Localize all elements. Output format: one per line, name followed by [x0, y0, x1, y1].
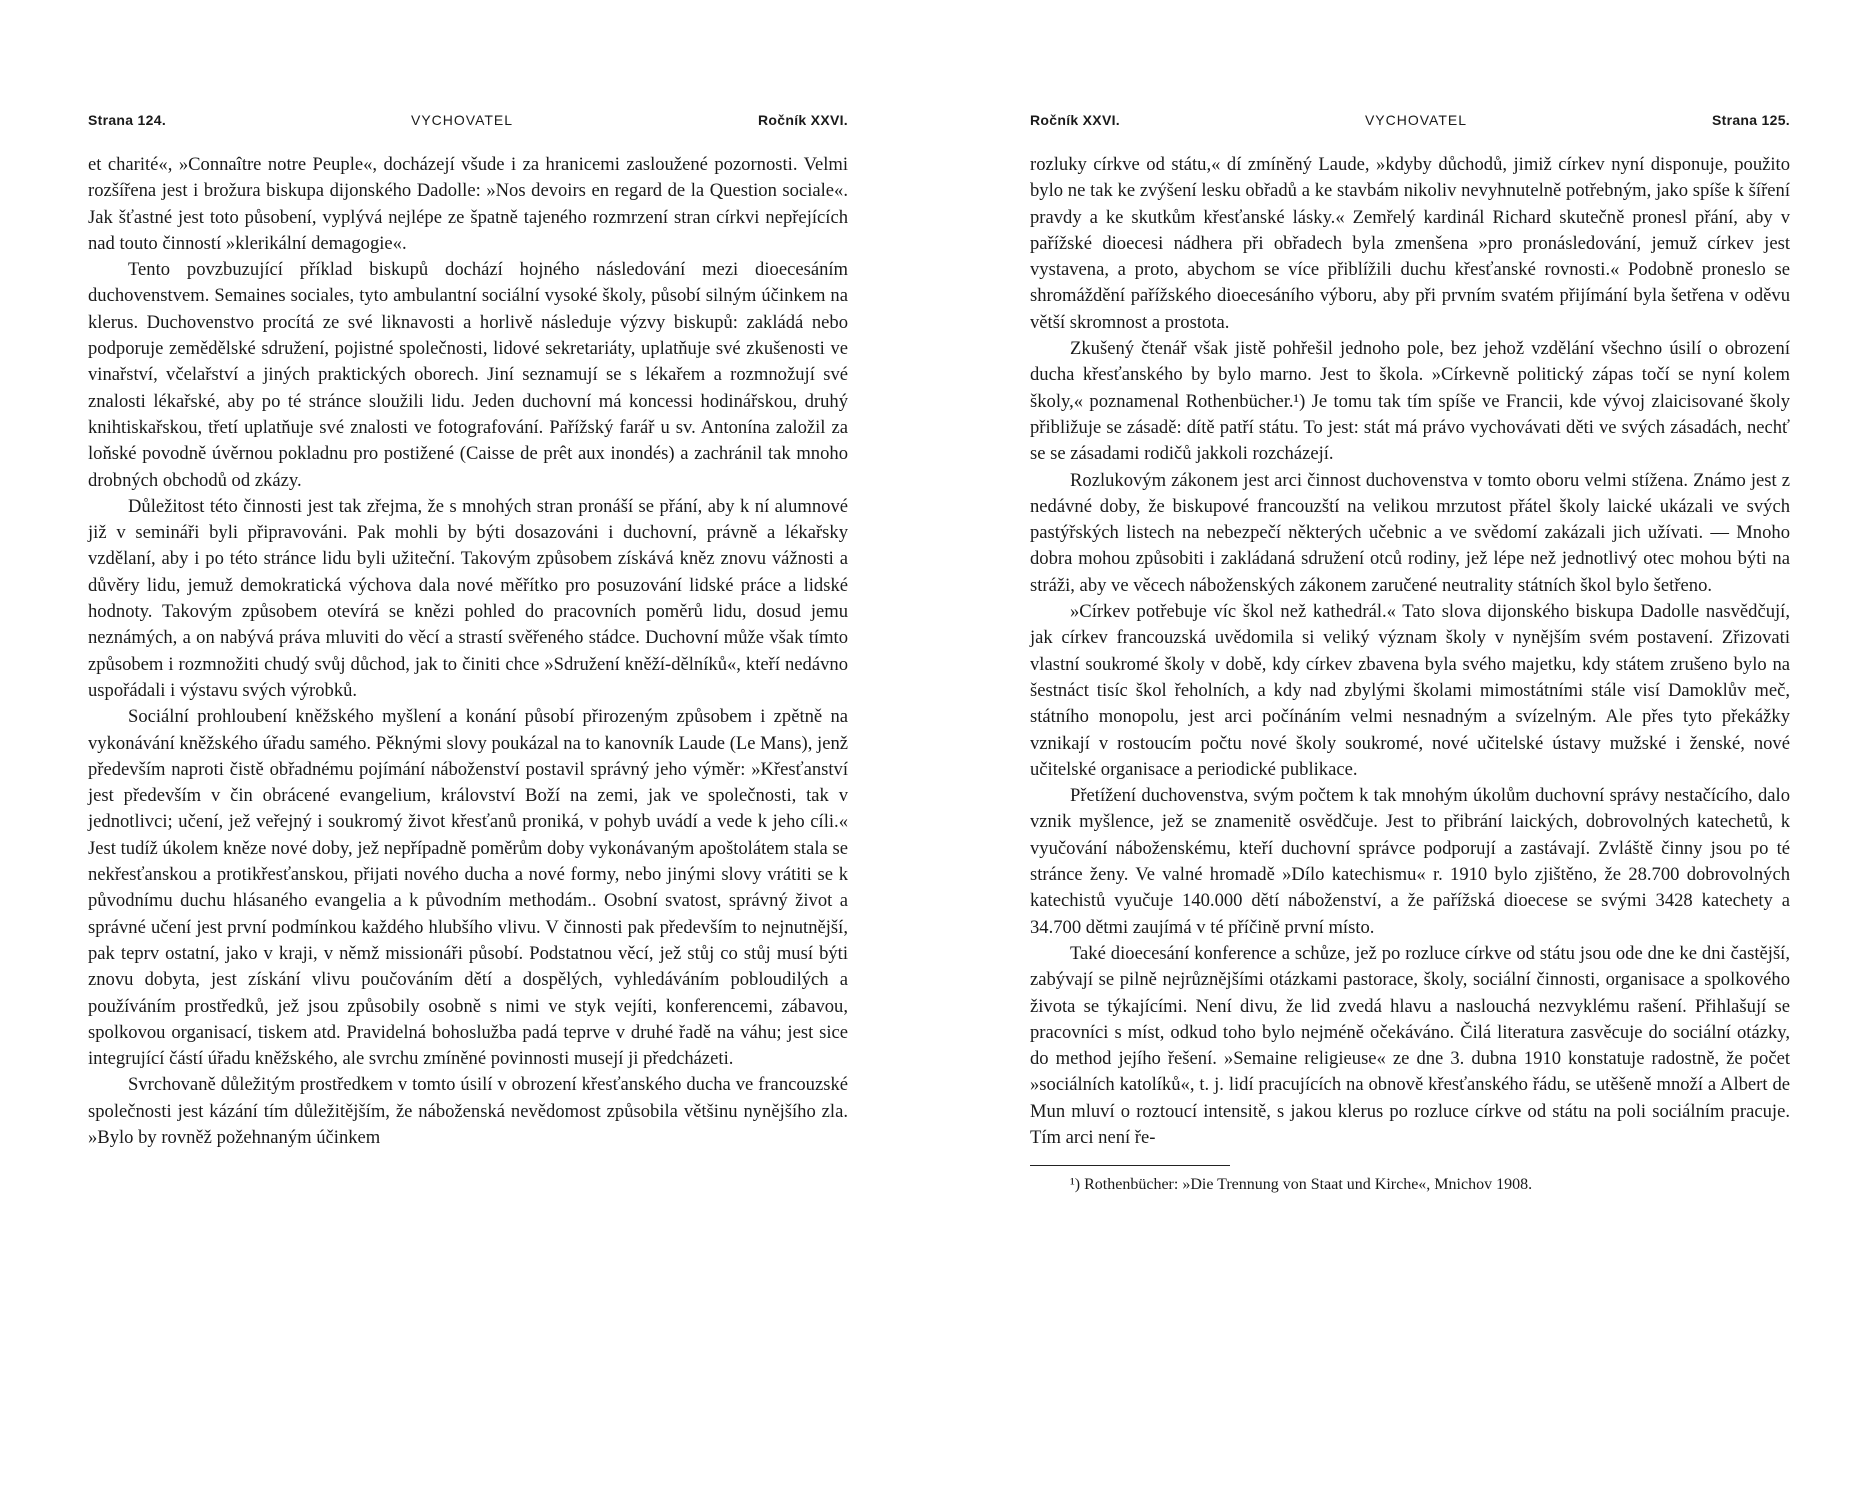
journal-title: VYCHOVATEL: [1364, 112, 1467, 128]
paragraph: Rozlukovým zákonem jest arci činnost duchovenstva v tomto oboru velmi stížena. Známo jest z nedávné doby, že biskupové francouzští na velikou mrzutost přátel školy laické ukázali ve svých pastýřských listech na nebezpečí některých učebnic a ve svědomí zakázali jich užívati. — Mnoho dobra mohou způsobiti i zakládaná sdružení otců rodiny, jež lépe než jednotlivý otec mohou býti na stráži, aby ve věcech náboženských zákonem zaručené neutrality státních škol bylo šetřeno.: [1030, 469, 1790, 596]
page-number: Strana 124.: [88, 112, 167, 128]
running-head-right: [1030, 112, 1790, 130]
paragraph: Zkušený čtenář však jistě pohřešil jednoho pole, bez jehož vzdělání všechno úsilí o obrození ducha křesťanského by bylo marno. Jest to škola. »Církevně politický zápas točí se nyní kolem školy,« poznamenal Rothenbücher.¹) Je tomu tak tím spíše ve Francii, kde vývoj zlaicisované školy přibližuje se zásadě: dítě patří státu. To jest: stát má právo vychovávati děti ve svých zásadách, nechť se se zásadami rodičů jakkoli rozcházejí.: [1030, 338, 1790, 465]
paragraph: Důležitost této činnosti jest tak zřejma, že s mnohých stran pronáší se přání, aby k ní alumnové již v semináři byli připravováni. Pak mohli by býti dosazováni i duchovní, právně a lékařsky vzdělaní, aby i po této stránce lidu byli užiteční. Takovým způsobem získává kněz znovu vážnosti a důvěry lidu, jemuž demokratická výchova dala nové měřítko pro posuzování lidské práce a lidské hodnoty. Takovým způsobem otevírá se knězi pohled do pracovních poměrů lidu, dosud jemu neznámých, a on nabývá práva mluviti do věcí a strastí svěřeného stádce. Duchovní může však tímto způsobem i rozmnožiti chudý svůj důchod, jak to činiti chce »Sdružení kněží-dělníků«, kteří nedávno uspořádali i výstavu svých výrobků.: [88, 495, 848, 701]
paragraph: Tento povzbuzující příklad biskupů dochází hojného následování mezi dioecesáním duchovenstvem. Semaines sociales, tyto ambulantní sociální vysoké školy, působí silným účinkem na klerus. Duchovenstvo procítá ze své liknavosti a horlivě následuje výzvy biskupů: zakládá nebo podporuje zemědělské sdružení, pojistné společnosti, lidové sekretariáty, uplatňuje své zkušenosti ve vinařství, včelařství a jiných praktických oborech. Jiní seznamují se s lékařem a rozmnožují své znalosti lékařské, aby po té stránce sloužili lidu. Jeden duchovní má koncessi hodinářskou, druhý knihtiskařskou, třetí uplatňuje své znalosti ve fotografování. Pařížský farář u sv. Antonína založil za loňské povodně úvěrnou pokladnu pro postižené (Caisse de prêt aux inondés) a zachránil tak mnoho drobných obchodů od zkázy.: [88, 259, 848, 491]
footnote-divider: [1030, 1165, 1230, 1166]
paragraph: et charité«, »Connaître notre Peuple«, docházejí všude i za hranicemi zasloužené pozornosti. Velmi rozšířena jest i brožura biskupa dijonského Dadolle: »Nos devoirs en regard de la Question sociale«. Jak šťastné jest toto působení, vyplývá nejlépe ze špatně tajeného rozmrzení stran církvi nepřejících nad touto činností »klerikální demagogie«.: [88, 154, 848, 254]
paragraph: Přetížení duchovenstva, svým počtem k tak mnohým úkolům duchovní správy nestačícího, dalo vznik myšlence, jež se znamenitě osvědčuje. Jest to přibrání laických, dobrovolných katechetů, k vyučování náboženskému, kteří duchovní správce podporují a zastávají. Zvláště činny jsou po té stránce ženy. Ve valné hromadě »Dílo katechismu« r. 1910 bylo zjištěno, že 28.700 dobrovolných katechistů vyučuje 140.000 dětí náboženství, a že pařížská dioecese se svými 3428 katechety a 34.700 dětmi zaujímá v té příčině první místo.: [1030, 785, 1790, 938]
footnote: ¹) Rothenbücher: »Die Trennung von Staat und Kirche«, Mnichov 1908.: [1070, 1176, 1533, 1194]
right-page-body: [1030, 152, 1790, 1151]
paragraph: Sociální prohloubení kněžského myšlení a konání působí přirozeným způsobem i zpětně na vykonávání kněžského úřadu samého. Pěknými slovy poukázal na to kanovník Laude (Le Mans), jenž především naproti čistě obřadnému pojímání náboženství postavil správný jeho výměr: »Křesťanství jest především v čin obrácené evangelium, království Boží na zemi, jak ve společnosti, tak v jednotlivci; učení, jež veřejný i soukromý život křesťanů proniká, v pohyb uvádí a vede k jeho cíli.« Jest tudíž úkolem kněze nové doby, jež nepřípadně poměrům doby vykonávaným apoštolátem stala se nekřesťanskou a protikřesťanskou, přijati nového ducha a nové formy, nebo jinými slovy vrátiti se k původnímu duchu hlásaného evangelia a k původním methodám.. Osobní svatost, správný život a správné učení jest první podmínkou každého hlubšího vlivu. V činnosti pak především to nejnutnější, pak teprv ostatní, jako v kraji, v němž missionáři působí. Podstatnou věcí, jež stůj co stůj musí býti znovu dobyta, jest získání vlivu poučováním dětí a dospělých, vyhledáváním pobloudilých a používáním prostředků, jež jsou způsobily osobně s nimi ve styk vejíti, konferencemi, zábavou, spolkovou organisací, tiskem atd. Pravidelná bohoslužba padá teprve v druhé řadě na váhu; jest sice integrující částí úřadu kněžského, ale svrchu zmíněné povinnosti musejí ji předcházeti.: [88, 706, 848, 1070]
left-page-body: [88, 152, 848, 1151]
running-head-left: [88, 112, 848, 130]
paragraph: Také dioecesání konference a schůze, jež po rozluce církve od státu jsou ode dne ke dni častější, zabývají se pilně nejrůznějšími otázkami pastorace, školy, sociální činnosti, organisace a spolkového života se týkajícími. Není divu, že lid zvedá hlavu a naslouchá nezvyklému rašení. Přihlašují se pracovníci s míst, odkud toho bylo nejméně očekáváno. Čilá literatura zasvěcuje do sociální otázky, do method jejího řešení. »Semaine religieuse« ze dne 3. dubna 1910 konstatuje radostně, že počet »sociálních katolíků«, t. j. lidí pracujících na obnově křesťanského řádu, se utěšeně množí a Albert de Mun mluví o roztoucí intensitě, s jakou klerus po rozluce církve od státu na poli sociálním pracuje. Tím arci není ře-: [1030, 942, 1790, 1148]
volume-number: Ročník XXVI.: [1030, 112, 1120, 128]
right-page: [1030, 112, 1790, 1196]
paragraph: rozluky církve od státu,« dí zmíněný Laude, »kdyby důchodů, jimiž církev nyní disponuje, použito bylo ne tak ke zvýšení lesku obřadů a ke stavbám nikoliv nevyhnutelně potřebným, jako spíše k šíření pravdy a ke skutkům křesťanské lásky.« Zemřelý kardinál Richard skutečně pronesl přání, aby v pařížské dioecesi nádhera při obřadech byla zmenšena »pro pronásledování, jemuž církev jest vystavena, a proto, abychom se více přiblížili duchu křesťanské rovnosti.« Podobně proneslo se shromáždění pařížského dioecesáního výboru, aby při prvním svatém přijímání byla šetřena v oděvu větší skromnost a prostota.: [1030, 154, 1790, 333]
journal-title: VYCHOVATEL: [410, 112, 514, 128]
paragraph: »Církev potřebuje víc škol než kathedrál.« Tato slova dijonského biskupa Dadolle nasvědčují, jak církev francouzská uvědomila si veliký význam školy v nynějším svém postavení. Zřizovati vlastní soukromé školy v době, kdy církev zbavena byla svého majetku, kdy státem zrušeno bylo na šestnáct tisíc škol řeholních, a kdy nad zbylými školami mimostátními stále visí Damoklův meč, státního monopolu, jest arci počínáním velmi nesnadným a svízelným. Ale přes tyto překážky vznikají v rostoucím počtu nové školy soukromé, nové učitelské ústavy mužské i ženské, nové učitelské organisace a periodické publikace.: [1030, 601, 1790, 780]
paragraph: Svrchovaně důležitým prostředkem v tomto úsilí v obrození křesťanského ducha ve francouzské společnosti jest kázání tím důležitějším, že náboženská nevědomost způsobila většinu nynějšího zla. »Bylo by rovněž požehnaným účinkem: [88, 1074, 848, 1148]
page-number: Strana 125.: [1711, 112, 1790, 128]
left-page: [88, 112, 848, 1151]
volume-number: Ročník XXVI.: [758, 112, 848, 128]
